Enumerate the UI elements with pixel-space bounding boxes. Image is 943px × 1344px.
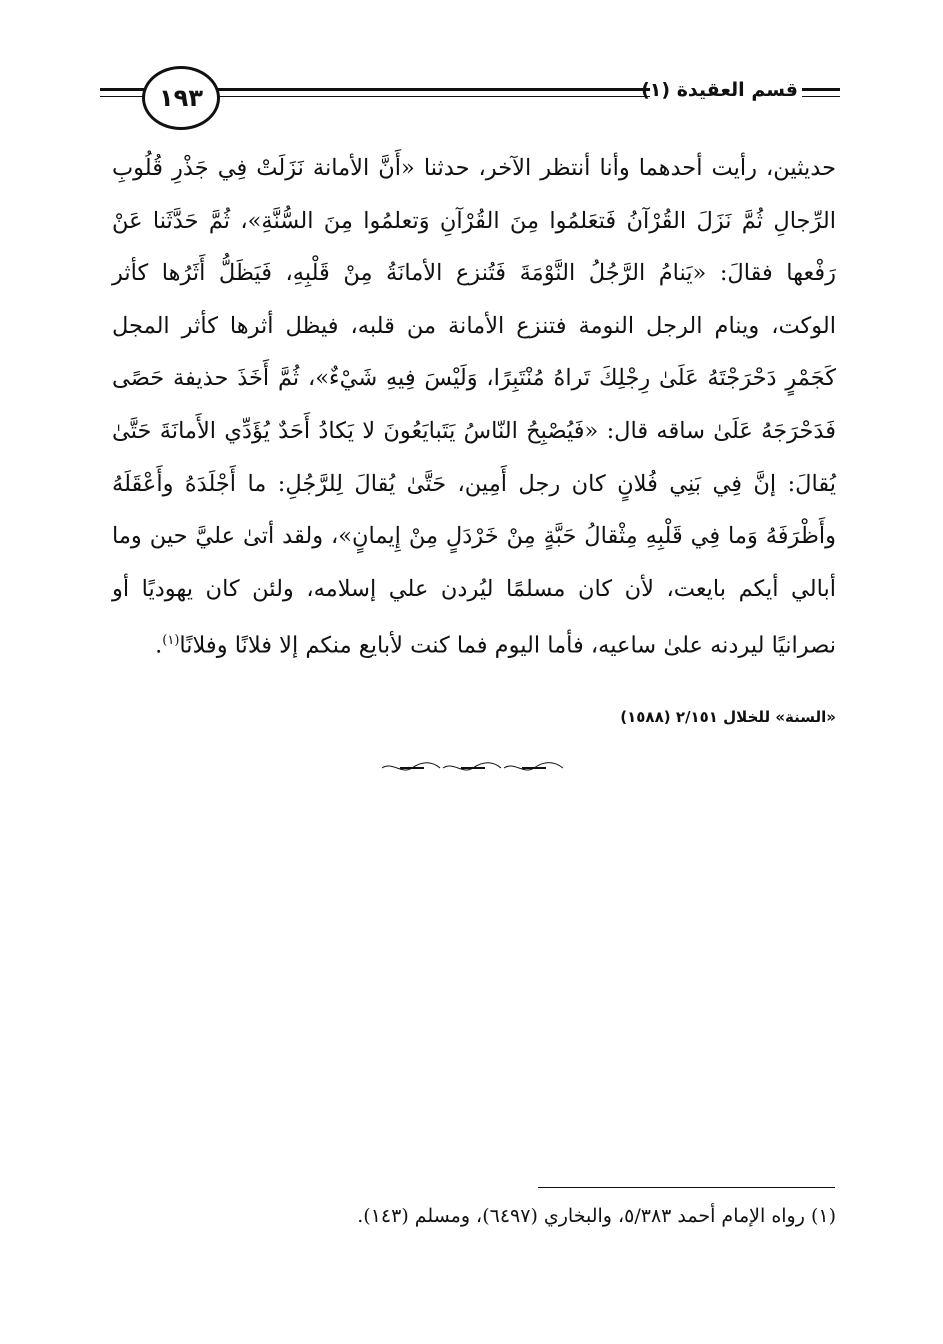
page-header [100,62,840,132]
page-number-badge [142,66,220,130]
section-title: قسم العقيدة (١) [641,79,798,101]
page-number: ١٩٣ [159,84,203,112]
header-rule-end-thin [802,96,840,97]
header-rule-right-thin [212,96,650,97]
ornament-divider-icon [380,761,565,775]
footnote: (١) رواه الإمام أحمد ٥/٣٨٣، والبخاري (٦٤٩٧)، ومسلم (١٤٣). [357,1205,836,1227]
source-citation: «السنة» للخلال ٢/١٥١ (١٥٨٨) [620,708,836,726]
main-text [112,142,836,672]
header-rule-end [802,88,840,91]
main-paragraph: حديثين، رأيت أحدهما وأنا أنتظر الآخر، حدثنا «أَنَّ الأمانة نَزَلَتْ فِي جَذْرِ قُلُوبِ الرِّجالِ ثُمَّ نَزَلَ القُرْآنُ فَتعَلمُوا مِنَ القُرْآنِ وَتعلمُوا مِنَ السُّنَّةِ»، ثُمَّ حَدَّثَنا عَنْ رَفْعها فقالَ: «يَنامُ الرَّجُلُ النَّوْمَةَ فَتُنزع الأمانَةُ مِنْ قَلْبِهِ، فَيَظَلُّ أَثَرُها كأثر الوكت، وينام الرجل النومة فتنزع الأمانة من قلبه، فيظل أثرها كأثر المجل كَجَمْرٍ دَحْرَجْتَهُ عَلَىٰ رِجْلِكَ تَراهُ مُنْتَبِرًا، وَلَيْسَ فِيهِ شَيْءٌ»، ثُمَّ أَخَذَ حذيفة حَصًى فَدَحْرَجَهُ عَلَىٰ ساقه قال: «فَيُصْبِحُ النّاسُ يَتَبايَعُونَ لا يَكادُ أَحَدٌ يُؤَدِّي الأَمانَةَ حَتَّىٰ يُقالَ: إنَّ فِي بَنِي فُلانٍ كان رجل أَمِين، حَتَّىٰ يُقالَ لِلرَّجُلِ: ما أَجْلَدَهُ وأَعْقَلَهُ وأَظْرَفَهُ وَما فِي قَلْبِهِ مِثْقالُ حَبَّةٍ مِنْ خَرْدَلٍ مِنْ إِيمانٍ»، ولقد أتىٰ عليَّ حين وما أبالي أيكم بايعت، لأن كان مسلمًا ليُردن علي إسلامه، ولئن كان يهوديًا أو نصرانيًا ليردنه علىٰ ساعيه، فأما اليوم فما كنت لأبايع منكم إلا فلانًا وفلانًا$^{(١)}$. [112,155,836,659]
footnote-separator [538,1187,835,1188]
header-rule-right [212,88,650,91]
paragraph-text: حديثين، رأيت أحدهما وأنا أنتظر الآخر، حدثنا «أَنَّ الأمانة نَزَلَتْ فِي جَذْرِ قُلُوبِ الرِّجالِ ثُمَّ نَزَلَ القُرْآنُ فَتعَلمُوا مِنَ القُرْآنِ وَتعلمُوا مِنَ السُّنَّةِ»، ثُمَّ حَدَّثَنا عَنْ رَفْعها فقالَ: «يَنامُ الرَّجُلُ النَّوْمَةَ فَتُنزع الأمانَةُ مِنْ قَلْبِهِ، فَيَظَلُّ أَثَرُها كأثر الوكت، وينام الرجل النومة فتنزع الأمانة من قلبه، فيظل أثرها كأثر المجل كَجَمْرٍ دَحْرَجْتَهُ عَلَىٰ رِجْلِكَ تَراهُ مُنْتَبِرًا، وَلَيْسَ فِيهِ شَيْءٌ»، ثُمَّ أَخَذَ حذيفة حَصًى فَدَحْرَجَهُ عَلَىٰ ساقه قال: «فَيُصْبِحُ النّاسُ يَتَبايَعُونَ لا يَكادُ أَحَدٌ يُؤَدِّي الأَمانَةَ حَتَّىٰ يُقالَ: إنَّ فِي بَنِي فُلانٍ كان رجل أَمِين، حَتَّىٰ يُقالَ لِلرَّجُلِ: ما أَجْلَدَهُ وأَعْقَلَهُ وأَظْرَفَهُ وَما فِي قَلْبِهِ مِثْقالُ حَبَّةٍ مِنْ خَرْدَلٍ مِنْ إِيمانٍ»، ولقد أتىٰ عليَّ حين وما أبالي أيكم بايعت، لأن كان مسلمًا ليُردن علي إسلامه، ولئن كان يهوديًا أو نصرانيًا ليردنه علىٰ ساعيه، فأما اليوم فما كنت لأبايع منكم إلا فلانًا وفلانًا [112,155,836,659]
footnote-marker: (١) [162,633,180,649]
